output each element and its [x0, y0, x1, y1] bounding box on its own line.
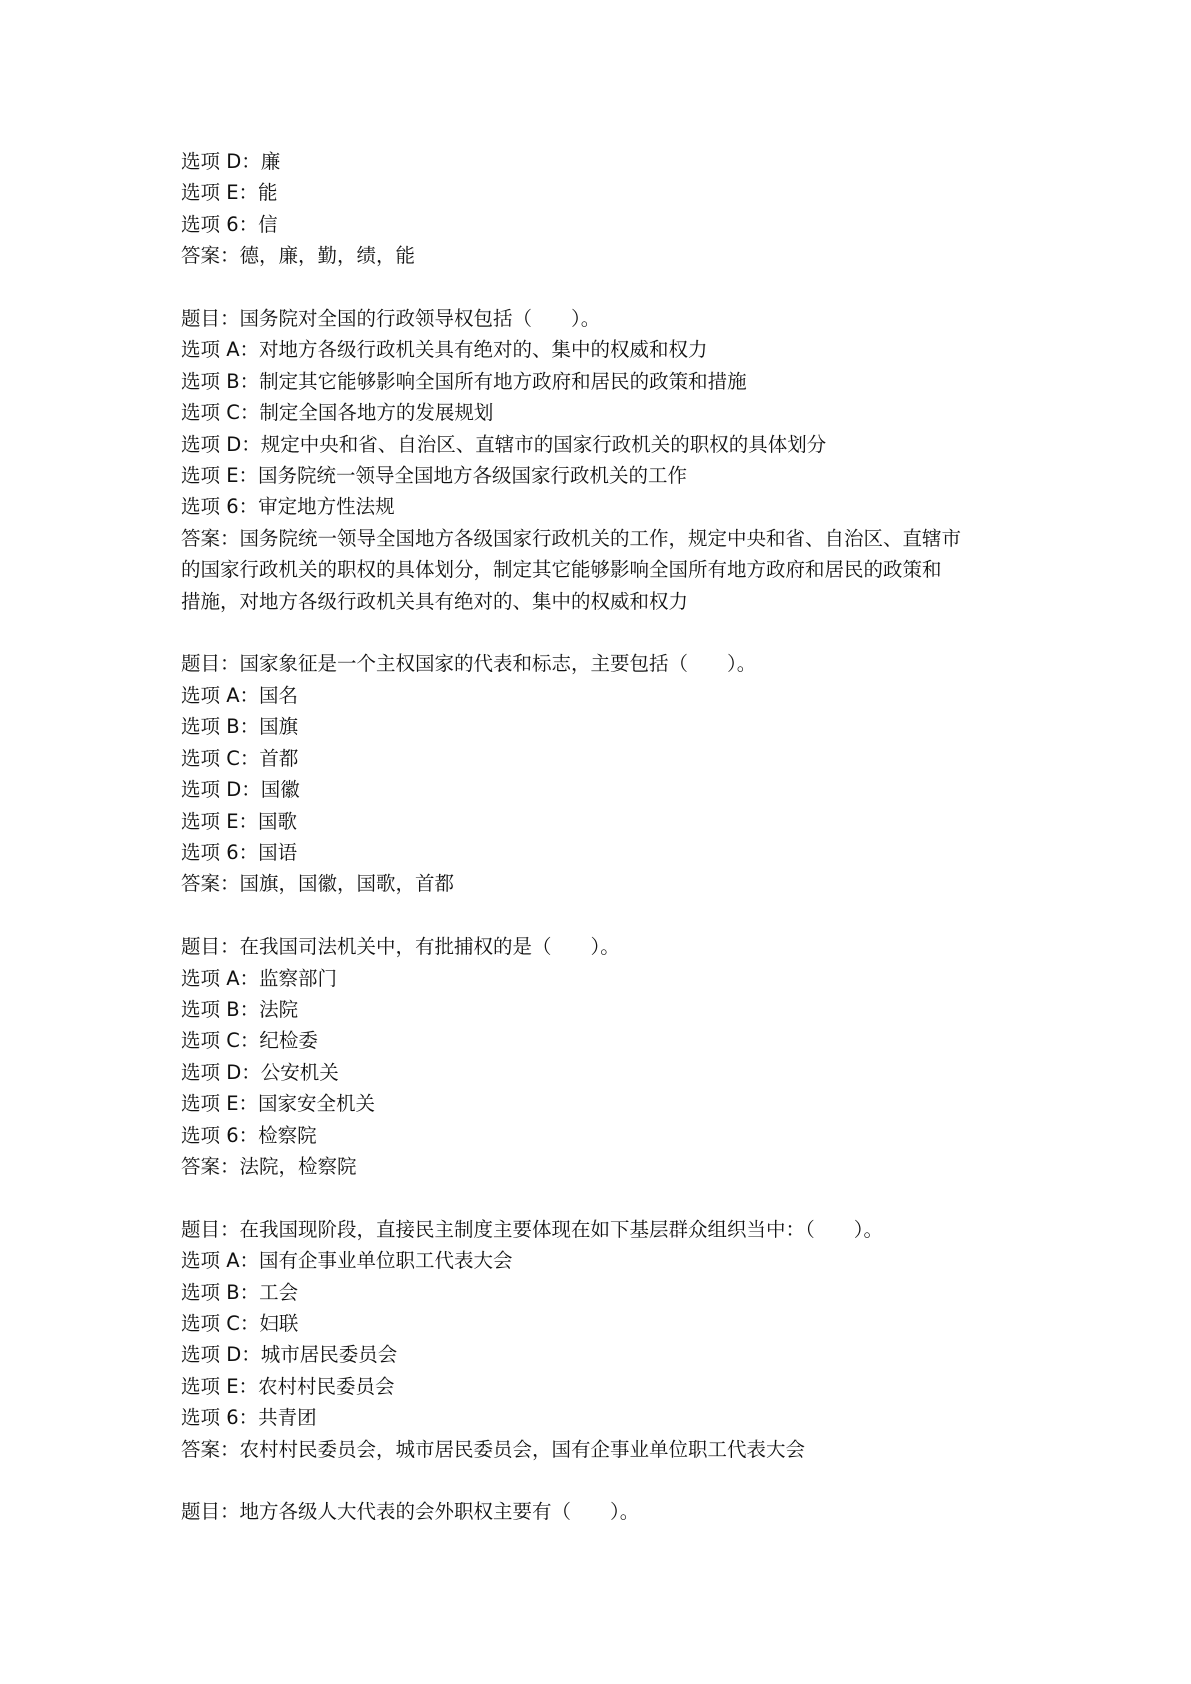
option-line: 选项 B：国旗	[181, 715, 299, 739]
option-line: 选项 C：首都	[181, 746, 299, 770]
blank-line	[181, 272, 1021, 303]
blank-line	[181, 1465, 1021, 1496]
option-line: 选项 E：农村村民委员会	[181, 1374, 395, 1398]
option-line: 选项 6：审定地方性法规	[181, 495, 395, 519]
option-line: 选项 C：制定全国各地方的发展规划	[181, 401, 494, 425]
blank-line	[181, 617, 1021, 648]
answer-line: 的国家行政机关的职权的具体划分，制定其它能够影响全国所有地方政府和居民的政策和	[181, 558, 942, 582]
option-line: 选项 E：国歌	[181, 809, 298, 833]
answer-line: 措施，对地方各级行政机关具有绝对的、集中的权威和权力	[181, 589, 689, 613]
option-line: 选项 D：城市居民委员会	[181, 1343, 398, 1367]
option-line: 选项 C：纪检委	[181, 1029, 318, 1053]
answer-line: 答案：法院，检察院	[181, 1154, 357, 1178]
question-line: 题目：在我国现阶段，直接民主制度主要体现在如下基层群众组织当中：（ ）。	[181, 1217, 884, 1241]
option-line: 选项 B：制定其它能够影响全国所有地方政府和居民的政策和措施	[181, 369, 747, 393]
option-line: 选项 E：国务院统一领导全国地方各级国家行政机关的工作	[181, 464, 688, 488]
answer-line: 答案：农村村民委员会，城市居民委员会，国有企事业单位职工代表大会	[181, 1437, 806, 1461]
option-line: 选项 A：国名	[181, 683, 299, 707]
option-line: 选项 6：检察院	[181, 1123, 317, 1147]
option-line: 选项 D：规定中央和省、自治区、直辖市的国家行政机关的职权的具体划分	[181, 432, 827, 456]
question-line: 题目：国务院对全国的行政领导权包括（ ）。	[181, 307, 601, 331]
answer-line: 答案：国旗，国徽，国歌，首都	[181, 872, 455, 896]
document-page	[181, 146, 1021, 1528]
option-line: 选项 6：国语	[181, 840, 298, 864]
answer-line: 答案：德，廉，勤，绩，能	[181, 244, 416, 268]
option-line: 选项 B：工会	[181, 1280, 299, 1304]
option-line: 选项 E：国家安全机关	[181, 1092, 376, 1116]
option-line: 选项 D：国徽	[181, 778, 300, 802]
option-line: 选项 6：共青团	[181, 1406, 317, 1430]
option-line: 选项 A：国有企事业单位职工代表大会	[181, 1249, 513, 1273]
option-line: 选项 B：法院	[181, 997, 299, 1021]
question-line: 题目：在我国司法机关中，有批捕权的是（ ）。	[181, 935, 620, 959]
option-line: 选项 E：能	[181, 181, 278, 205]
option-line: 选项 D：公安机关	[181, 1060, 339, 1084]
option-line: 选项 6：信	[181, 212, 278, 236]
blank-line	[181, 1182, 1021, 1213]
option-line: 选项 A：对地方各级行政机关具有绝对的、集中的权威和权力	[181, 338, 708, 362]
option-line: 选项 A：监察部门	[181, 966, 338, 990]
question-line: 题目：国家象征是一个主权国家的代表和标志，主要包括（ ）。	[181, 652, 757, 676]
blank-line	[181, 900, 1021, 931]
question-line: 题目：地方各级人大代表的会外职权主要有（ ）。	[181, 1500, 640, 1524]
option-line: 选项 D：廉	[181, 150, 281, 173]
option-line: 选项 C：妇联	[181, 1311, 299, 1335]
answer-line: 答案：国务院统一领导全国地方各级国家行政机关的工作，规定中央和省、自治区、直辖市	[181, 526, 962, 550]
